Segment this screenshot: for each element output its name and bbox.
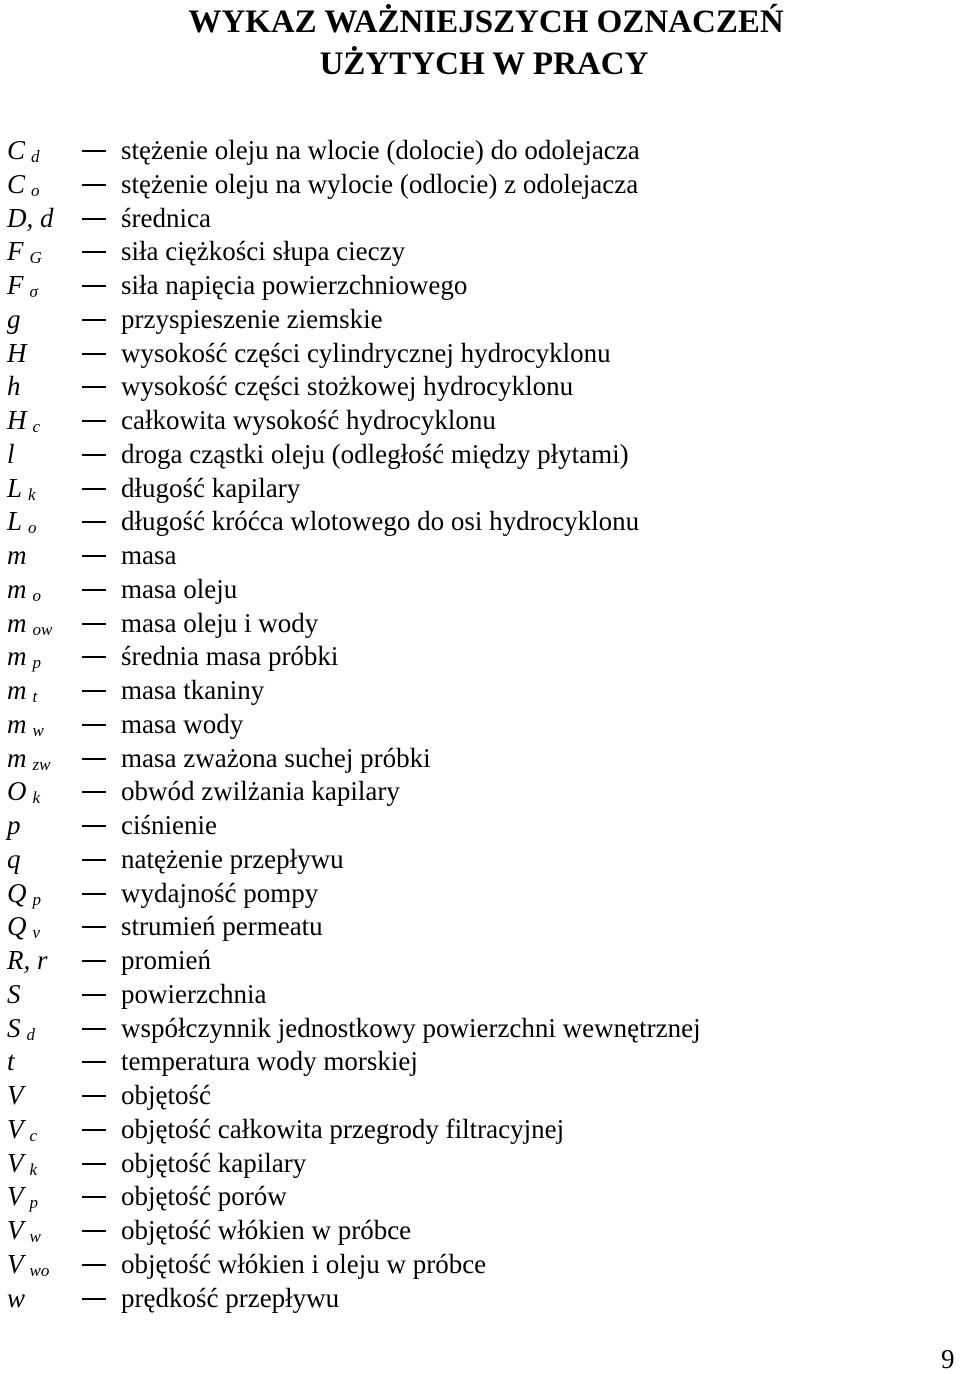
symbol-description: objętość włókien i oleju w próbce (121, 1248, 487, 1279)
symbol-description: objętość całkowita przegrody filtracyjnej (121, 1113, 565, 1144)
symbol (7, 607, 52, 641)
symbol-main: O (7, 776, 27, 807)
dash-separator (82, 893, 106, 895)
dash-separator (82, 521, 106, 523)
symbol (7, 877, 41, 911)
symbol-description: temperatura wody morskiej (121, 1046, 418, 1077)
symbol (7, 573, 41, 607)
symbol-main: V (7, 1181, 24, 1212)
symbol-description: masa (121, 540, 177, 570)
list-item (0, 1248, 960, 1282)
symbol-subscript: c (29, 1125, 38, 1145)
symbol-main: L (7, 506, 23, 537)
list-item (0, 505, 960, 539)
symbol (7, 708, 44, 742)
symbol-main: H (7, 405, 27, 435)
list-item (0, 910, 960, 944)
symbol-main: g (7, 303, 21, 334)
symbol-main: m (7, 708, 27, 739)
symbol-main: m (7, 573, 27, 604)
list-item (0, 1012, 960, 1046)
symbol (7, 640, 41, 674)
symbol-main: C (7, 135, 26, 165)
symbol (7, 1045, 15, 1079)
symbol (7, 337, 27, 371)
dash-separator (82, 791, 106, 793)
symbol-subscript: d (31, 147, 40, 166)
list-item (0, 1079, 960, 1113)
symbol-main: l (7, 438, 15, 469)
symbol-main: m (7, 641, 27, 672)
symbol (7, 1079, 24, 1113)
symbol-description: obwód zwilżania kapilary (121, 776, 400, 807)
symbol-subscript: w (29, 1227, 41, 1246)
symbol-description: średnica (121, 202, 211, 233)
symbol-main: R, r (7, 945, 48, 975)
symbol-subscript: zw (32, 754, 51, 774)
symbol-description: długość kapilary (121, 472, 301, 503)
symbol (7, 1147, 37, 1181)
dash-separator (82, 386, 106, 388)
list-item (0, 944, 960, 978)
dash-separator (82, 218, 106, 220)
dash-separator (82, 1298, 106, 1300)
symbol-main: L (7, 472, 23, 503)
symbol-main: V (7, 1113, 24, 1144)
dash-separator (82, 251, 106, 253)
list-item (0, 674, 960, 708)
dash-separator (82, 926, 106, 928)
symbol-description: prędkość przepływu (121, 1282, 340, 1313)
symbol (7, 168, 40, 202)
symbol-subscript: c (32, 417, 41, 436)
list-item (0, 1180, 960, 1214)
dash-separator (82, 488, 106, 490)
page-title: WYKAZ WAŻNIEJSZYCH OZNACZEŃ (188, 4, 784, 40)
symbol (7, 539, 27, 573)
symbol-main: m (7, 742, 27, 773)
symbol-subscript: p (32, 653, 41, 673)
symbol-main: m (7, 675, 27, 705)
symbol-main: h (7, 371, 21, 402)
symbol-description: powierzchnia (121, 978, 267, 1009)
symbol-description: średnia masa próbki (121, 641, 339, 672)
symbol-main: m (7, 607, 27, 638)
dash-separator (82, 1129, 106, 1131)
dash-separator (82, 1196, 106, 1198)
symbol-main: p (7, 810, 21, 840)
symbol-main: F (7, 270, 24, 300)
page-subtitle: UŻYTYCH W PRACY (319, 46, 649, 82)
dash-separator (82, 960, 106, 962)
symbol (7, 235, 42, 269)
dash-separator (82, 859, 106, 861)
dash-separator (82, 1163, 106, 1165)
dash-separator (82, 758, 106, 760)
page-number: 9 (941, 1344, 955, 1374)
symbol-description: masa oleju i wody (121, 607, 319, 638)
dash-separator (82, 724, 106, 726)
symbol-main: S (7, 1012, 21, 1043)
dash-separator (82, 1095, 106, 1097)
dash-separator (82, 420, 106, 422)
symbol-main: Q (7, 877, 27, 908)
list-item (0, 168, 960, 202)
symbol (7, 775, 40, 809)
symbol (7, 134, 40, 168)
symbol-description: wysokość części cylindrycznej hydrocyklonu (121, 337, 611, 368)
symbol-subscript: σ (29, 282, 38, 301)
dash-separator (82, 150, 106, 152)
list-item (0, 1282, 960, 1316)
symbol-subscript: o (28, 518, 37, 538)
symbol-subscript: w (32, 720, 44, 740)
dash-separator (82, 1264, 106, 1266)
symbol-main: D, d (7, 202, 54, 233)
symbol-description: przyspieszenie ziemskie (121, 303, 383, 334)
symbol-subscript: d (26, 1024, 35, 1044)
list-item (0, 303, 960, 337)
symbol-main: V (7, 1215, 24, 1245)
symbol (7, 944, 48, 978)
list-item (0, 809, 960, 843)
list-item (0, 573, 960, 607)
list-item (0, 472, 960, 506)
symbol-description: wydajność pompy (121, 877, 319, 908)
list-item (0, 370, 960, 404)
dash-separator (82, 454, 106, 456)
list-item (0, 978, 960, 1012)
symbol (7, 303, 21, 337)
dash-separator (82, 555, 106, 557)
list-item (0, 134, 960, 168)
symbol-description: objętość (121, 1080, 211, 1110)
symbol (7, 1214, 41, 1248)
symbol-main: t (7, 1046, 15, 1077)
symbol-description: całkowita wysokość hydrocyklonu (121, 405, 496, 435)
symbol (7, 978, 21, 1012)
symbol-main: q (7, 843, 21, 874)
symbol-description: siła ciężkości słupa cieczy (121, 236, 406, 267)
symbol (7, 674, 37, 708)
symbol-subscript: v (32, 923, 41, 943)
symbol (7, 1113, 37, 1147)
symbol-main: H (7, 337, 27, 368)
symbol (7, 1282, 25, 1316)
list-item (0, 1113, 960, 1147)
symbol-main: V (7, 1080, 24, 1110)
symbol-subscript: k (29, 1159, 38, 1179)
list-item (0, 202, 960, 236)
dash-separator (82, 690, 106, 692)
symbol-description: stężenie oleju na wylocie (odlocie) z odolejacza (121, 168, 639, 199)
symbol (7, 404, 40, 438)
dash-separator (82, 994, 106, 996)
symbol (7, 742, 50, 776)
symbol-description: promień (121, 945, 211, 975)
symbol-main: V (7, 1147, 24, 1178)
symbol-description: droga cząstki oleju (odległość między płytami) (121, 438, 629, 469)
symbol (7, 472, 36, 506)
symbol-description: objętość kapilary (121, 1147, 307, 1178)
symbol-description: masa wody (121, 708, 244, 739)
symbol-subscript: k (32, 788, 41, 808)
symbol-description: natężenie przepływu (121, 843, 344, 874)
symbol (7, 1012, 35, 1046)
symbol (7, 269, 38, 303)
list-item (0, 877, 960, 911)
symbol (7, 370, 21, 404)
symbol-list (0, 134, 960, 1315)
list-item (0, 607, 960, 641)
symbol-main: S (7, 978, 21, 1009)
symbol (7, 1180, 38, 1214)
symbol-subscript: k (28, 484, 36, 504)
list-item (0, 539, 960, 573)
dash-separator (82, 353, 106, 355)
symbol-subscript: o (31, 180, 40, 200)
symbol-subscript: o (32, 585, 41, 605)
symbol-description: strumień permeatu (121, 911, 323, 942)
symbol-main: V (7, 1248, 24, 1279)
symbol-main: Q (7, 911, 27, 942)
symbol-description: objętość porów (121, 1181, 287, 1212)
list-item (0, 269, 960, 303)
symbol-subscript: p (29, 1193, 38, 1213)
symbol-description: siła napięcia powierzchniowego (121, 270, 468, 300)
symbol (7, 438, 15, 472)
dash-separator (82, 589, 106, 591)
symbol-description: masa tkaniny (121, 675, 265, 705)
symbol-main: C (7, 168, 26, 199)
dash-separator (82, 623, 106, 625)
symbol-description: stężenie oleju na wlocie (dolocie) do odolejacza (121, 135, 640, 165)
symbol (7, 843, 21, 877)
list-item (0, 708, 960, 742)
dash-separator (82, 1061, 106, 1063)
symbol-subscript: p (32, 889, 41, 909)
dash-separator (82, 825, 106, 827)
dash-separator (82, 319, 106, 321)
dash-separator (82, 285, 106, 287)
list-item (0, 775, 960, 809)
symbol-subscript: ow (32, 619, 53, 639)
symbol-main: F (7, 236, 24, 267)
symbol-main: m (7, 540, 27, 570)
symbol (7, 505, 37, 539)
symbol (7, 910, 40, 944)
symbol-subscript: t (32, 687, 38, 706)
symbol-main: w (7, 1282, 26, 1313)
list-item (0, 235, 960, 269)
list-item (0, 438, 960, 472)
symbol-description: masa zważona suchej próbki (121, 742, 431, 773)
symbol-description: ciśnienie (121, 810, 217, 840)
list-item (0, 1214, 960, 1248)
symbol-description: objętość włókien w próbce (121, 1215, 412, 1245)
list-item (0, 843, 960, 877)
symbol-description: masa oleju (121, 573, 238, 604)
symbol-subscript: G (29, 248, 42, 268)
list-item (0, 404, 960, 438)
dash-separator (82, 656, 106, 658)
symbol (7, 809, 21, 843)
list-item (0, 742, 960, 776)
symbol (7, 202, 54, 236)
dash-separator (82, 1028, 106, 1030)
symbol-description: wysokość części stożkowej hydrocyklonu (121, 371, 574, 402)
list-item (0, 640, 960, 674)
list-item (0, 1147, 960, 1181)
symbol-description: współczynnik jednostkowy powierzchni wewnętrznej (121, 1012, 701, 1043)
symbol-subscript: wo (29, 1260, 50, 1280)
dash-separator (82, 1230, 106, 1232)
list-item (0, 1045, 960, 1079)
symbol-description: długość króćca wlotowego do osi hydrocyklonu (121, 506, 640, 537)
list-item (0, 337, 960, 371)
dash-separator (82, 184, 106, 186)
symbol (7, 1248, 49, 1282)
